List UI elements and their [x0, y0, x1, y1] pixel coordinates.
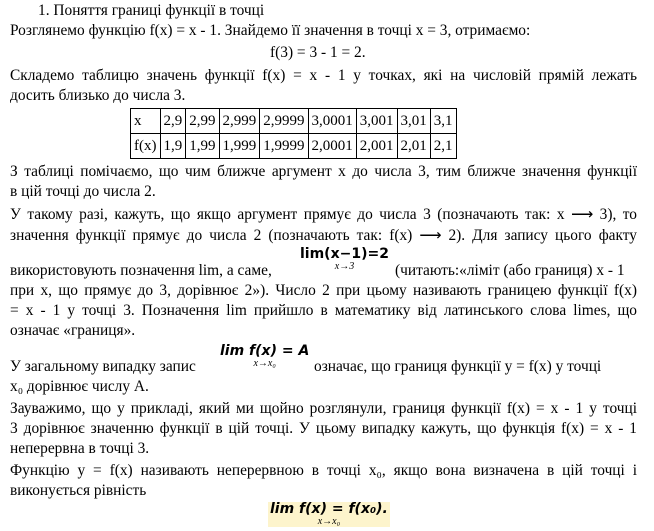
table-cell: 1,9	[160, 134, 186, 159]
formula-subscript: x→x₀	[317, 516, 341, 527]
paragraph-limit-line3b: (читають:«ліміт (або границя) x - 1	[395, 262, 625, 279]
paragraph-general-line2: x₀ дорівнює числу A.	[10, 378, 149, 395]
paragraph-general-line1a: У загальному випадку запис	[10, 358, 196, 375]
paragraph-observation-line2: в цій точці до числа 2.	[10, 183, 156, 200]
table-cell: 2,99	[186, 109, 219, 134]
table-cell: 3,0001	[308, 109, 356, 134]
equation-f3: f(3) = 3 - 1 = 2.	[270, 44, 366, 61]
table-cell: f(x)	[131, 134, 161, 159]
table-cell: 1,999	[219, 134, 260, 159]
paragraph-table-intro-line1: Складемо таблицю значень функції f(x) = x - 1 у точках, які на числовій прямій лежать	[10, 67, 637, 84]
paragraph-limit-line1: У такому разі, кажуть, що якщо аргумент прямує до числа 3 (позначають так: x ⟶ 3), то	[10, 206, 637, 223]
section-heading: 1. Поняття границі функції в точці	[38, 2, 265, 19]
formula-main: lim f(x) = A	[220, 343, 310, 359]
formula-main: lim(x−1)=2	[300, 246, 389, 262]
table-cell: 2,999	[219, 109, 260, 134]
table-cell: 3,1	[430, 109, 456, 134]
table-cell: 2,1	[430, 134, 456, 159]
paragraph-note-line1: Зауважимо, що у прикладі, який ми щойно розглянули, границя функції f(x) = x - 1 у точці	[10, 400, 637, 417]
table-cell: 2,001	[356, 134, 397, 159]
formula-subscript: x→x₀	[253, 358, 276, 369]
paragraph-limit-line4: при x, що прямує до 3, дорівнює 2»). Число 2 при цьому називають границею функції f(x)	[10, 282, 637, 299]
paragraph-limit-line3a: використовують позначення lim, а саме,	[10, 262, 272, 279]
table-row-fx	[131, 134, 457, 159]
paragraph-intro: Розглянемо функцію f(x) = x - 1. Знайдемо її значення в точці x = 3, отримаємо:	[10, 22, 531, 39]
paragraph-observation-line1: З таблиці помічаємо, що чим ближче аргумент x до числа 3, тим ближче значення функції	[10, 163, 637, 180]
table-cell: 1,9999	[260, 134, 308, 159]
formula-lim-x-minus-1	[300, 247, 389, 272]
formula-continuity	[268, 502, 390, 527]
paragraph-limit-line6: означає «границя».	[10, 322, 136, 339]
paragraph-limit-line5: = x - 1 у точці 3. Позначення lim прийшло в математику від латинського слова limes, що	[10, 302, 637, 319]
paragraph-general-line1b: означає, що границя функції y = f(x) у точці	[314, 358, 602, 375]
table-cell: 2,01	[397, 134, 430, 159]
table-row-x	[131, 109, 457, 134]
values-table	[130, 108, 457, 159]
table-cell: 3,001	[356, 109, 397, 134]
table-cell: 3,01	[397, 109, 430, 134]
formula-main: lim f(x) = f(x₀).	[270, 501, 388, 517]
table-cell: 1,99	[186, 134, 219, 159]
paragraph-note-line3: неперервна в точці 3.	[10, 440, 150, 457]
formula-subscript: x→3	[334, 261, 355, 272]
paragraph-note-line2: 3 дорівнює значенню функції в цій точці. У цьому випадку кажуть, що функція f(x) = x - 1	[10, 420, 637, 437]
paragraph-table-intro-line2: досить близько до числа 3.	[10, 87, 186, 104]
formula-lim-general	[220, 344, 309, 369]
paragraph-continuity-line1: Функцію y = f(x) називають неперервною в точці x₀, якщо вона визначена в цій точці і	[10, 462, 637, 479]
table-cell: 2,9999	[260, 109, 308, 134]
table-cell: 2,0001	[308, 134, 356, 159]
paragraph-limit-line2: значення функції прямує до числа 2 (позначають так: f(x) ⟶ 2). Для запису цього факту	[10, 227, 637, 244]
paragraph-continuity-line2: виконується рівність	[10, 482, 147, 499]
table-cell: x	[131, 109, 161, 134]
table-cell: 2,9	[160, 109, 186, 134]
